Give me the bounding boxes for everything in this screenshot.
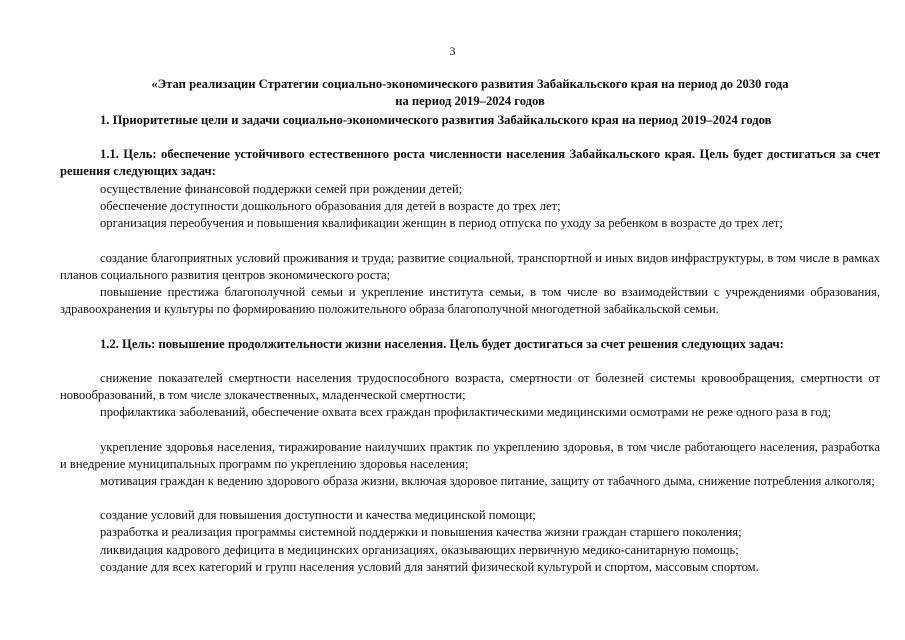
goal-2-task: разработка и реализация программы системной поддержки и повышения качества жизни граждан старшего поколения; (100, 525, 742, 539)
goal-2-task: профилактика заболеваний, обеспечение охвата всех граждан профилактическими медицинскими осмотрами не реже одного раза в год; (100, 405, 832, 419)
goal-1-task: создание благоприятных условий проживания и труда; развитие социальной, транспортной и иных видов инфраструктуры, в том числе в рамках планов социального развития центров экономического роста; (60, 251, 880, 282)
goal-1-task: обеспечение доступности дошкольного образования для детей в возрасте до трех лет; (100, 199, 561, 213)
document-title-line-2: на период 2019–2024 годов (395, 94, 545, 108)
goal-2-task: создание условий для повышения доступности и качества медицинской помощи; (100, 508, 536, 522)
goal-2-task: укрепление здоровья населения, тиражирование наилучших практик по укреплению здоровья, в том числе работающего населения, разработка и внедрение муниципальных программ по укреплению здоровья населения; (60, 440, 880, 471)
goal-1-heading: 1.1. Цель: обеспечение устойчивого естественного роста численности населения Забайкальского края. Цель будет достигаться за счет решения следующих задач: (60, 147, 880, 178)
goal-2-task: снижение показателей смертности населения трудоспособного возраста, смертности от болезней системы кровообращения, смертности от новообразований, в том числе злокачественных, младенческой смертности; (60, 371, 880, 402)
goal-2-heading: 1.2. Цель: повышение продолжительности жизни населения. Цель будет достигаться за счет решения следующих задач: (100, 337, 784, 351)
document-title-line-1: «Этап реализации Стратегии социально-экономического развития Забайкальского края на период до 2030 года (151, 77, 789, 91)
section-1-heading: 1. Приоритетные цели и задачи социально-экономического развития Забайкальского края на период 2019–2024 годов (100, 113, 772, 127)
goal-1-task: повышение престижа благополучной семьи и укрепление института семьи, в том числе во взаимодействии с учреждениями образования, здравоохранения и культуры по формированию положительного образа благополучной многодетной забайкальской семьи. (60, 285, 880, 316)
page-number: 3 (449, 44, 456, 58)
goal-2-task: ликвидация кадрового дефицита в медицинских организациях, оказывающих первичную медико-санитарную помощь; (100, 543, 739, 557)
goal-1-task: организация переобучения и повышения квалификации женщин в период отпуска по уходу за ребенком в возрасте до трех лет; (100, 216, 783, 230)
goal-2-task: создание для всех категорий и групп населения условий для занятий физической культурой и спортом, массовым спортом. (100, 560, 759, 574)
goal-1-task: осуществление финансовой поддержки семей при рождении детей; (100, 182, 463, 196)
goal-2-task: мотивация граждан к ведению здорового образа жизни, включая здоровое питание, защиту от табачного дыма, снижение потребления алкоголя; (100, 474, 875, 488)
